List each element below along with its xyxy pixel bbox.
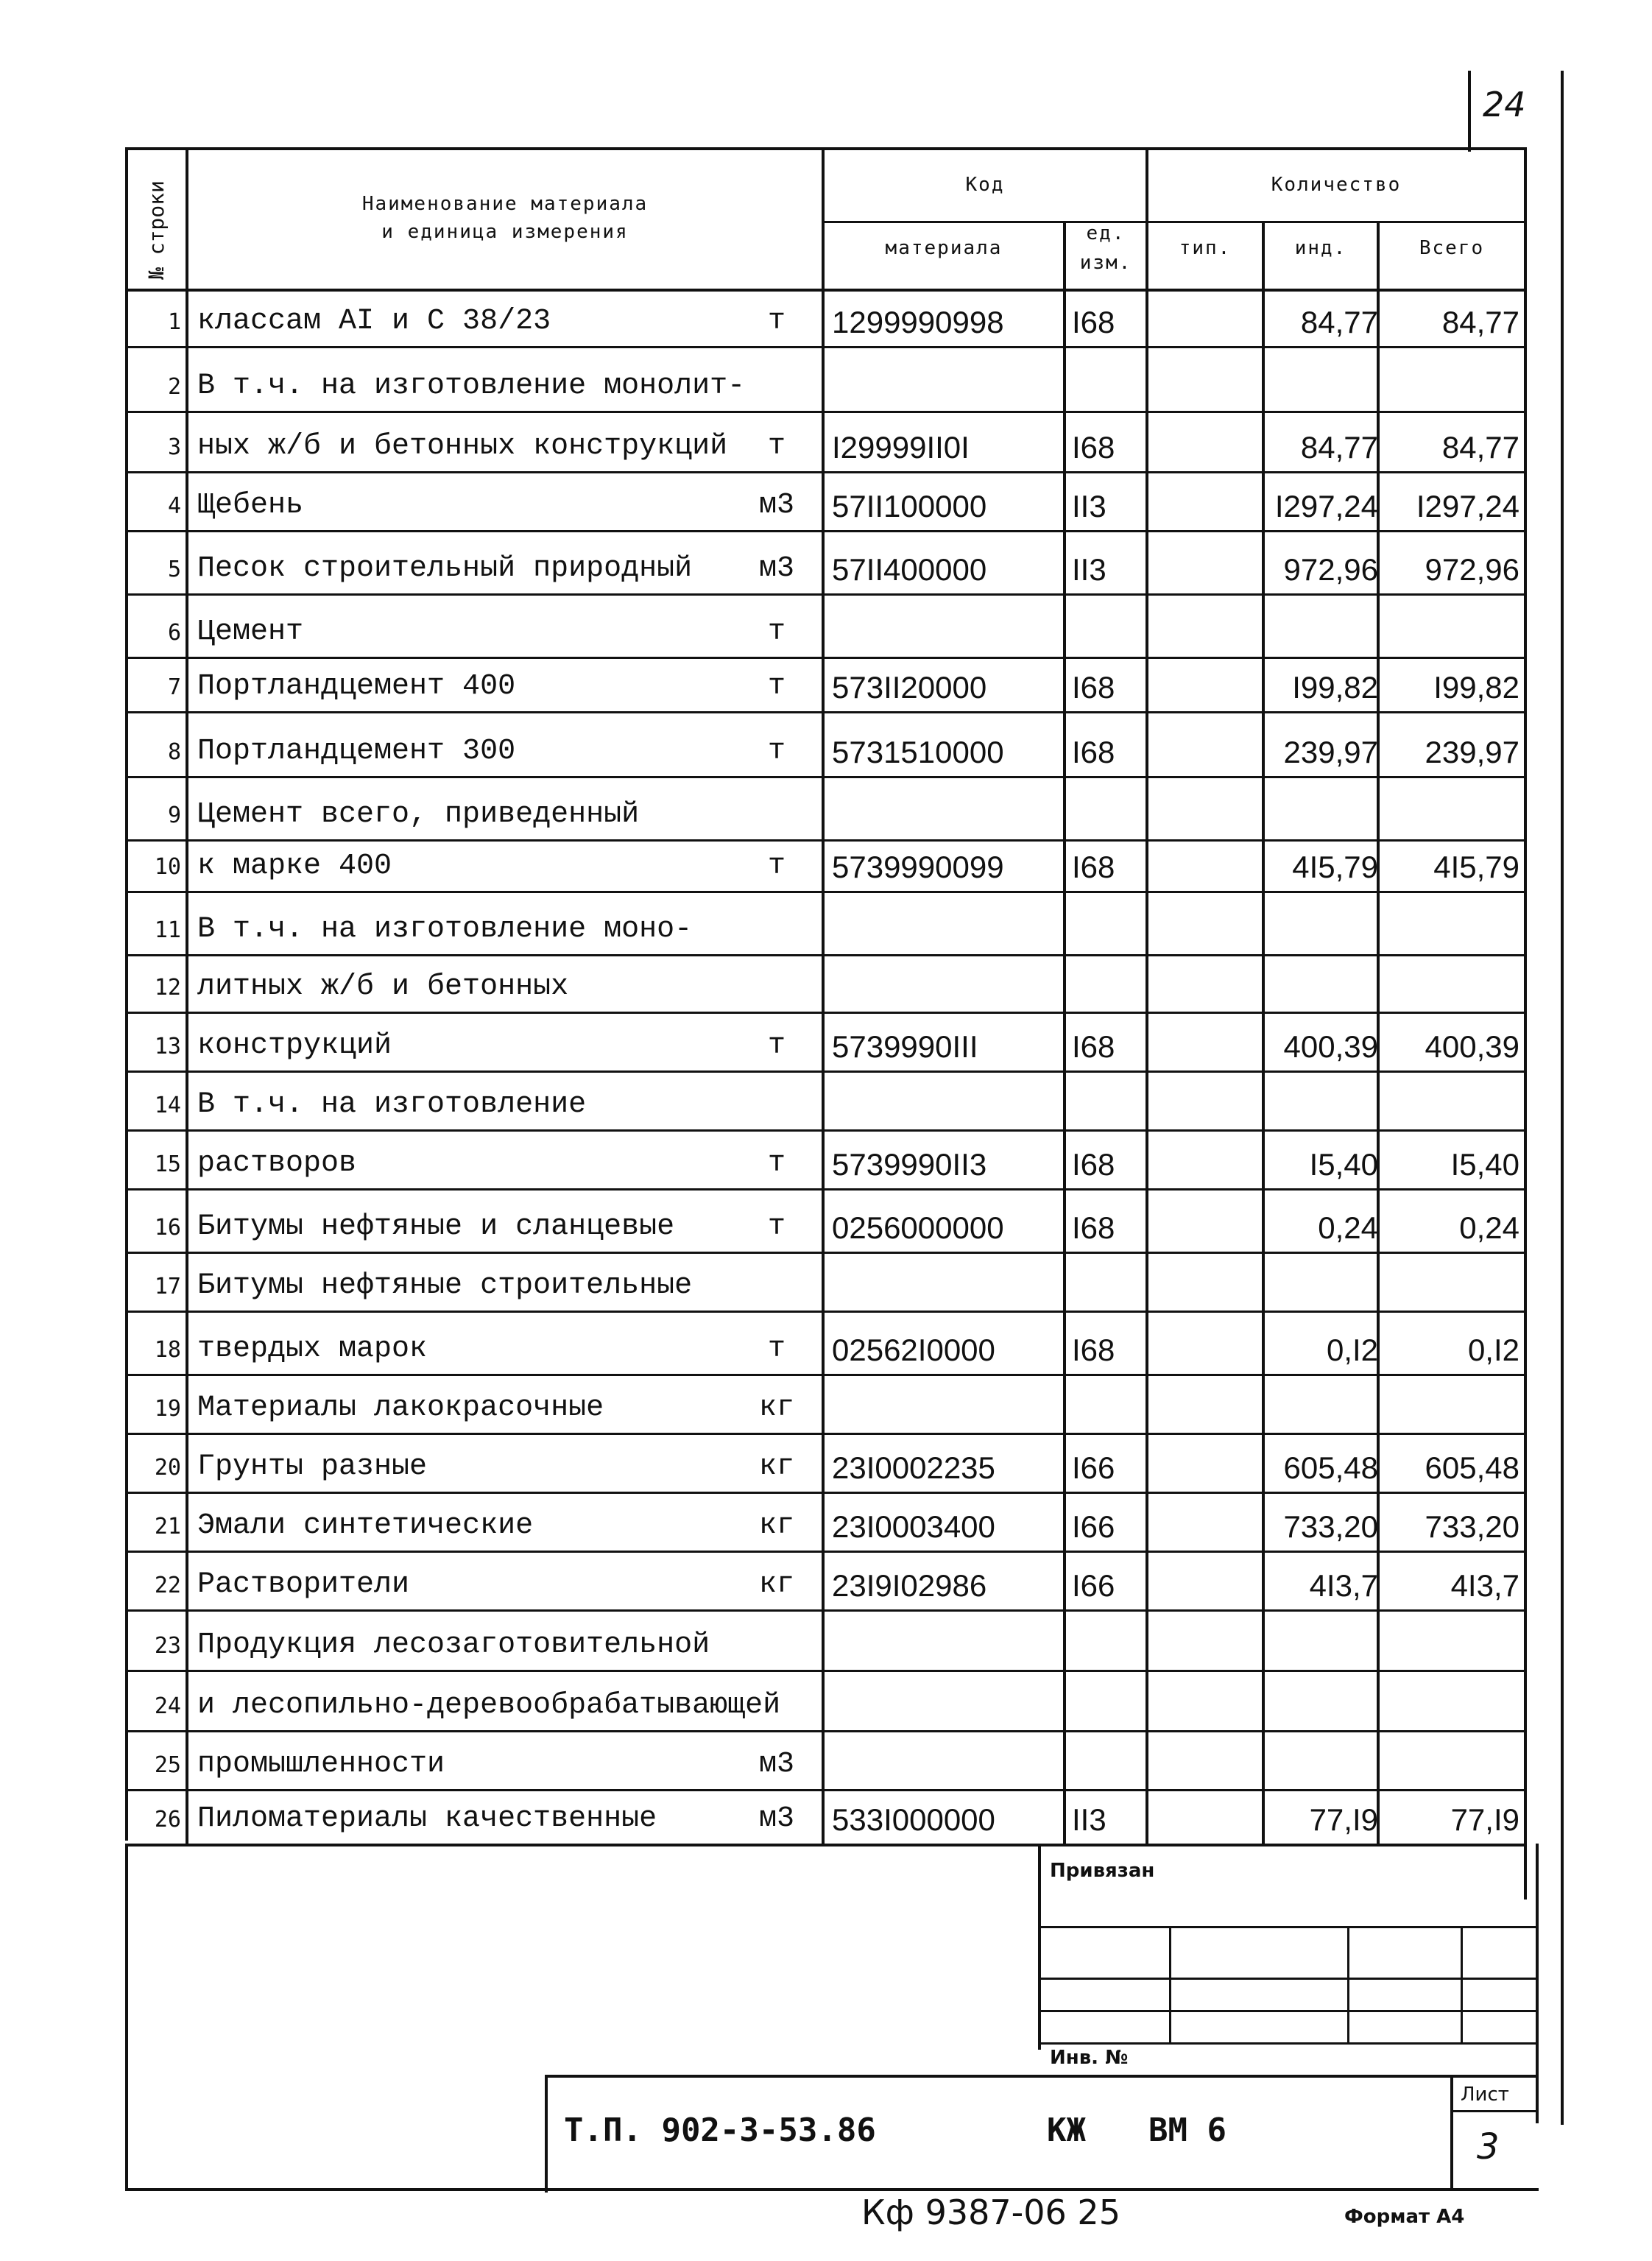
row-number: 11 [154,917,181,943]
doc-section: ВМ 6 [1148,2112,1226,2149]
material-code: 5731510000 [832,735,1004,769]
row-divider [125,1670,1524,1672]
row-number: 25 [154,1752,181,1778]
stamp-inv-label: Инв. № [1050,2047,1129,2069]
row-number: 9 [167,803,181,828]
quantity-ind: 605,48 [1283,1450,1378,1485]
row-divider [125,346,1524,348]
material-code: 23I0002235 [832,1450,995,1485]
unit-code: I68 [1072,1029,1115,1064]
material-name: к марке 400 [197,850,392,883]
row-number: 22 [154,1573,181,1598]
quantity-ind: 4I3,7 [1309,1568,1378,1603]
material-name: Цемент всего, приведенный [197,798,640,831]
row-divider [125,1129,1524,1132]
row-number: 1 [167,309,181,335]
row-number: 24 [154,1693,181,1719]
quantity-ind: I99,82 [1292,670,1378,705]
material-unit: м3 [758,1802,794,1835]
material-name: В т.ч. на изготовление моно- [197,913,693,946]
quantity-total: 4I5,79 [1433,850,1519,884]
doc-code: Т.П. 902-3-53.86 [564,2112,876,2149]
header-qty-typ: тип. [1179,237,1232,259]
sheet-corner-number: 24 [1483,85,1526,124]
material-name: Продукция лесозаготовительной [197,1629,710,1662]
sheet-label: Лист [1461,2084,1509,2106]
material-code: 0256000000 [832,1210,1004,1245]
archive-code: Кф 9387-06 25 [861,2193,1120,2232]
row-divider [125,1311,1524,1313]
table-top-border [125,147,1524,150]
row-divider [125,1609,1524,1612]
unit-code: I68 [1072,430,1115,465]
quantity-total: 77,I9 [1450,1802,1519,1837]
material-name: Цемент [197,615,304,649]
material-unit: кг [758,1568,794,1601]
material-name: классам AI и С 38/23 [197,305,551,338]
quantity-total: 0,I2 [1467,1333,1519,1367]
material-unit: м3 [758,1748,794,1781]
quantity-ind: I297,24 [1274,489,1378,523]
row-number: 18 [154,1337,181,1363]
material-name: промышленности [197,1748,445,1781]
material-name: Пиломатериалы качественные [197,1802,657,1835]
table-left-border [125,147,128,1841]
row-divider [125,1551,1524,1553]
row-divider [125,657,1524,659]
quantity-ind: 239,97 [1283,735,1378,769]
row-divider [125,711,1524,713]
header-code-unit-1: ед. [1086,222,1126,244]
header-qty-group: Количество [1271,174,1402,196]
quantity-ind: 84,77 [1300,305,1378,339]
material-unit: кг [758,1509,794,1542]
material-unit: т [767,615,786,649]
unit-code: II3 [1072,489,1106,523]
material-code: 5739990099 [832,850,1004,884]
material-code: 5739990II3 [832,1147,987,1182]
row-divider [125,1070,1524,1073]
material-name: растворов [197,1147,357,1180]
quantity-total: 400,39 [1425,1029,1519,1064]
unit-code: I68 [1072,670,1115,705]
quantity-total: 972,96 [1425,552,1519,587]
material-name: Щебень [197,489,304,522]
row-number: 19 [154,1396,181,1422]
material-code: 57II100000 [832,489,987,523]
row-number: 2 [167,374,181,400]
header-name-line2: и единица измерения [381,221,629,243]
unit-code: I68 [1072,305,1115,339]
row-divider [125,1730,1524,1732]
quantity-total: 605,48 [1425,1450,1519,1485]
material-name: Растворители [197,1568,410,1601]
material-unit: т [767,1210,786,1244]
unit-code: II3 [1072,1802,1106,1837]
material-name: Битумы нефтяные и сланцевые [197,1210,675,1244]
material-name: Грунты разные [197,1450,428,1484]
quantity-total: 733,20 [1425,1509,1519,1544]
unit-code: I66 [1072,1509,1115,1544]
quantity-total: I99,82 [1433,670,1519,705]
material-unit: т [767,305,786,338]
material-name: Портландцемент 400 [197,670,516,703]
material-code: 57II400000 [832,552,987,587]
row-divider [125,1252,1524,1254]
row-number: 8 [167,739,181,765]
header-qty-ind: инд. [1294,237,1347,259]
row-number: 13 [154,1034,181,1059]
material-name: В т.ч. на изготовление [197,1088,587,1121]
material-unit: т [767,850,786,883]
material-unit: кг [758,1391,794,1425]
quantity-total: 239,97 [1425,735,1519,769]
format-label: Формат А4 [1344,2206,1465,2228]
material-code: 1299990998 [832,305,1004,339]
quantity-ind: 0,24 [1318,1210,1378,1245]
row-number: 15 [154,1151,181,1177]
material-name: конструкций [197,1029,392,1062]
unit-code: I68 [1072,1210,1115,1245]
row-number: 26 [154,1807,181,1833]
material-name: В т.ч. на изготовление монолит- [197,370,746,403]
quantity-total: 84,77 [1441,305,1519,339]
material-name: Битумы нефтяные строительные [197,1269,693,1302]
stamp-attached-label: Привязан [1050,1860,1155,1882]
material-name: твердых марок [197,1333,428,1366]
row-divider [125,1012,1524,1014]
row-divider [125,471,1524,473]
row-divider [125,1492,1524,1494]
material-code: 02562I0000 [832,1333,995,1367]
quantity-ind: 972,96 [1283,552,1378,587]
row-divider [125,954,1524,956]
row-number: 23 [154,1633,181,1659]
unit-code: I68 [1072,850,1115,884]
row-number: 7 [167,674,181,700]
header-row-number: № строки [144,180,169,280]
quantity-ind: 84,77 [1300,430,1378,465]
header-name-line1: Наименование материала [361,193,649,215]
material-name: Материалы лакокрасочные [197,1391,604,1425]
material-unit: м3 [758,552,794,585]
doc-mark: КЖ [1047,2112,1086,2149]
row-number: 5 [167,557,181,582]
row-divider [125,891,1524,893]
material-code: 5739990III [832,1029,978,1064]
row-number: 12 [154,975,181,1001]
row-number: 17 [154,1274,181,1299]
unit-code: I68 [1072,1333,1115,1367]
unit-code: II3 [1072,552,1106,587]
row-number: 21 [154,1514,181,1539]
quantity-ind: 733,20 [1283,1509,1378,1544]
row-divider [125,839,1524,842]
quantity-ind: I5,40 [1309,1147,1378,1182]
unit-code: I68 [1072,735,1115,769]
material-name: Портландцемент 300 [197,735,516,768]
material-unit: м3 [758,489,794,522]
material-unit: т [767,670,786,703]
quantity-total: 4I3,7 [1450,1568,1519,1603]
quantity-total: I297,24 [1416,489,1519,523]
unit-code: I66 [1072,1450,1115,1485]
material-name: ных ж/б и бетонных конструкций [197,430,728,463]
material-code: 23I9I02986 [832,1568,987,1603]
unit-code: I66 [1072,1568,1115,1603]
quantity-ind: 400,39 [1283,1029,1378,1064]
sheet-number: 3 [1477,2126,1500,2167]
row-number: 10 [154,854,181,880]
row-number: 3 [167,434,181,460]
material-code: 573II20000 [832,670,987,705]
material-unit: т [767,735,786,768]
material-unit: т [767,1147,786,1180]
header-code-group: Код [965,174,1005,196]
header-code-material: материала [885,237,1003,259]
row-divider [125,1188,1524,1191]
material-unit: кг [758,1450,794,1484]
header-code-unit-2: изм. [1079,252,1132,274]
header-qty-total: Всего [1419,237,1485,259]
quantity-ind: 77,I9 [1309,1802,1378,1837]
row-divider [125,593,1524,596]
material-name: и лесопильно-деревообрабатывающей [197,1689,781,1722]
material-name: Эмали синтетические [197,1509,534,1542]
row-number: 4 [167,493,181,519]
material-name: литных ж/б и бетонных [197,970,569,1003]
material-unit: т [767,430,786,463]
row-divider [125,411,1524,413]
row-number: 6 [167,620,181,646]
material-name: Песок строительный природный [197,552,693,585]
row-divider [125,1433,1524,1435]
quantity-total: I5,40 [1450,1147,1519,1182]
unit-code: I68 [1072,1147,1115,1182]
material-code: I29999II0I [832,430,970,465]
quantity-total: 0,24 [1459,1210,1519,1245]
quantity-ind: 0,I2 [1326,1333,1378,1367]
quantity-ind: 4I5,79 [1292,850,1378,884]
material-unit: т [767,1029,786,1062]
row-divider [125,530,1524,532]
row-number: 16 [154,1215,181,1241]
row-divider [125,1374,1524,1376]
row-divider [125,1789,1524,1791]
material-code: 23I0003400 [832,1509,995,1544]
material-unit: т [767,1333,786,1366]
quantity-total: 84,77 [1441,430,1519,465]
row-number: 14 [154,1093,181,1118]
material-code: 533I000000 [832,1802,995,1837]
row-divider [125,776,1524,778]
row-number: 20 [154,1455,181,1481]
